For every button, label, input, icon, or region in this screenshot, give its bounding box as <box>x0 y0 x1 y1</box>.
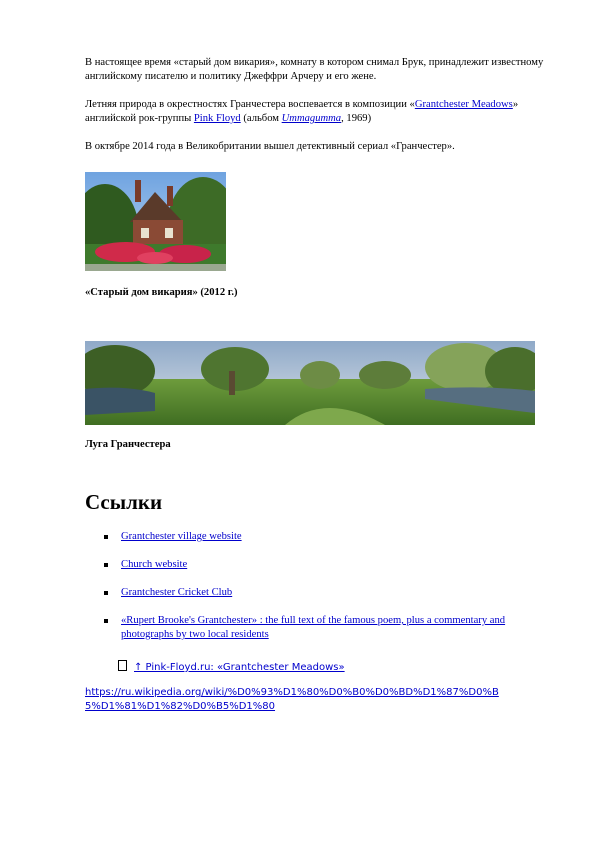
wikipedia-source-link[interactable]: https://ru.wikipedia.org/wiki/%D0%93%D1%80%D0%B0%D0%BD%D1%87%D0%B5%D1%81%D1%82%D0%B5%D1%80 <box>85 687 499 712</box>
list-item <box>85 586 545 600</box>
bullet-icon <box>104 591 108 595</box>
paragraph-music-text-1: Летняя природа в окрестностях Гранчестера воспевается в композиции « <box>85 99 415 110</box>
source-url <box>85 686 505 714</box>
checkbox-icon <box>118 660 127 671</box>
meadows-panorama-photo <box>85 341 535 425</box>
ummagumma-link[interactable]: Ummagumma <box>281 113 342 124</box>
list-item <box>85 530 545 544</box>
bullet-icon <box>104 563 108 567</box>
paragraph-music <box>85 98 545 126</box>
church-website-link[interactable]: Church website <box>121 559 188 570</box>
links-list <box>85 530 545 642</box>
cricket-club-link[interactable]: Grantchester Cricket Club <box>121 587 233 598</box>
caption-old-vicarage: «Старый дом викария» (2012 г.) <box>85 287 238 298</box>
list-item <box>85 614 545 642</box>
list-item <box>85 558 545 572</box>
grantchester-meadows-link[interactable]: Grantchester Meadows <box>414 99 513 110</box>
paragraph-music-text-3: (альбом <box>240 113 282 124</box>
paragraph-owner: В настоящее время «старый дом викария», комнату в котором снимал Брук, принадлежит известному английскому писателю и политику Джеффри Арчеру и его жене. <box>85 57 544 82</box>
paragraph-series: В октябре 2014 года в Великобритании вышел детективный сериал «Гранчестер». <box>85 141 455 152</box>
rupert-brooke-link[interactable]: «Rupert Brooke's Grantchester» : the full text of the famous poem, plus a commentary and photographs by two local residents <box>121 615 506 640</box>
village-website-link[interactable]: Grantchester village website <box>121 531 242 542</box>
bullet-icon <box>104 535 108 539</box>
caption-meadows: Луга Гранчестера <box>85 439 171 450</box>
bullet-icon <box>104 619 108 623</box>
paragraph-music-text-4: , 1969) <box>341 113 372 124</box>
pink-floyd-ru-link[interactable]: ↑ Pink-Floyd.ru: «Grantchester Meadows» <box>134 662 345 673</box>
old-vicarage-photo <box>85 172 226 271</box>
footnote-item <box>118 660 345 675</box>
pink-floyd-link[interactable]: Pink Floyd <box>193 113 241 124</box>
paragraph-music-text-2: » английской рок-группы <box>85 99 519 124</box>
links-heading: Ссылки <box>85 490 163 514</box>
